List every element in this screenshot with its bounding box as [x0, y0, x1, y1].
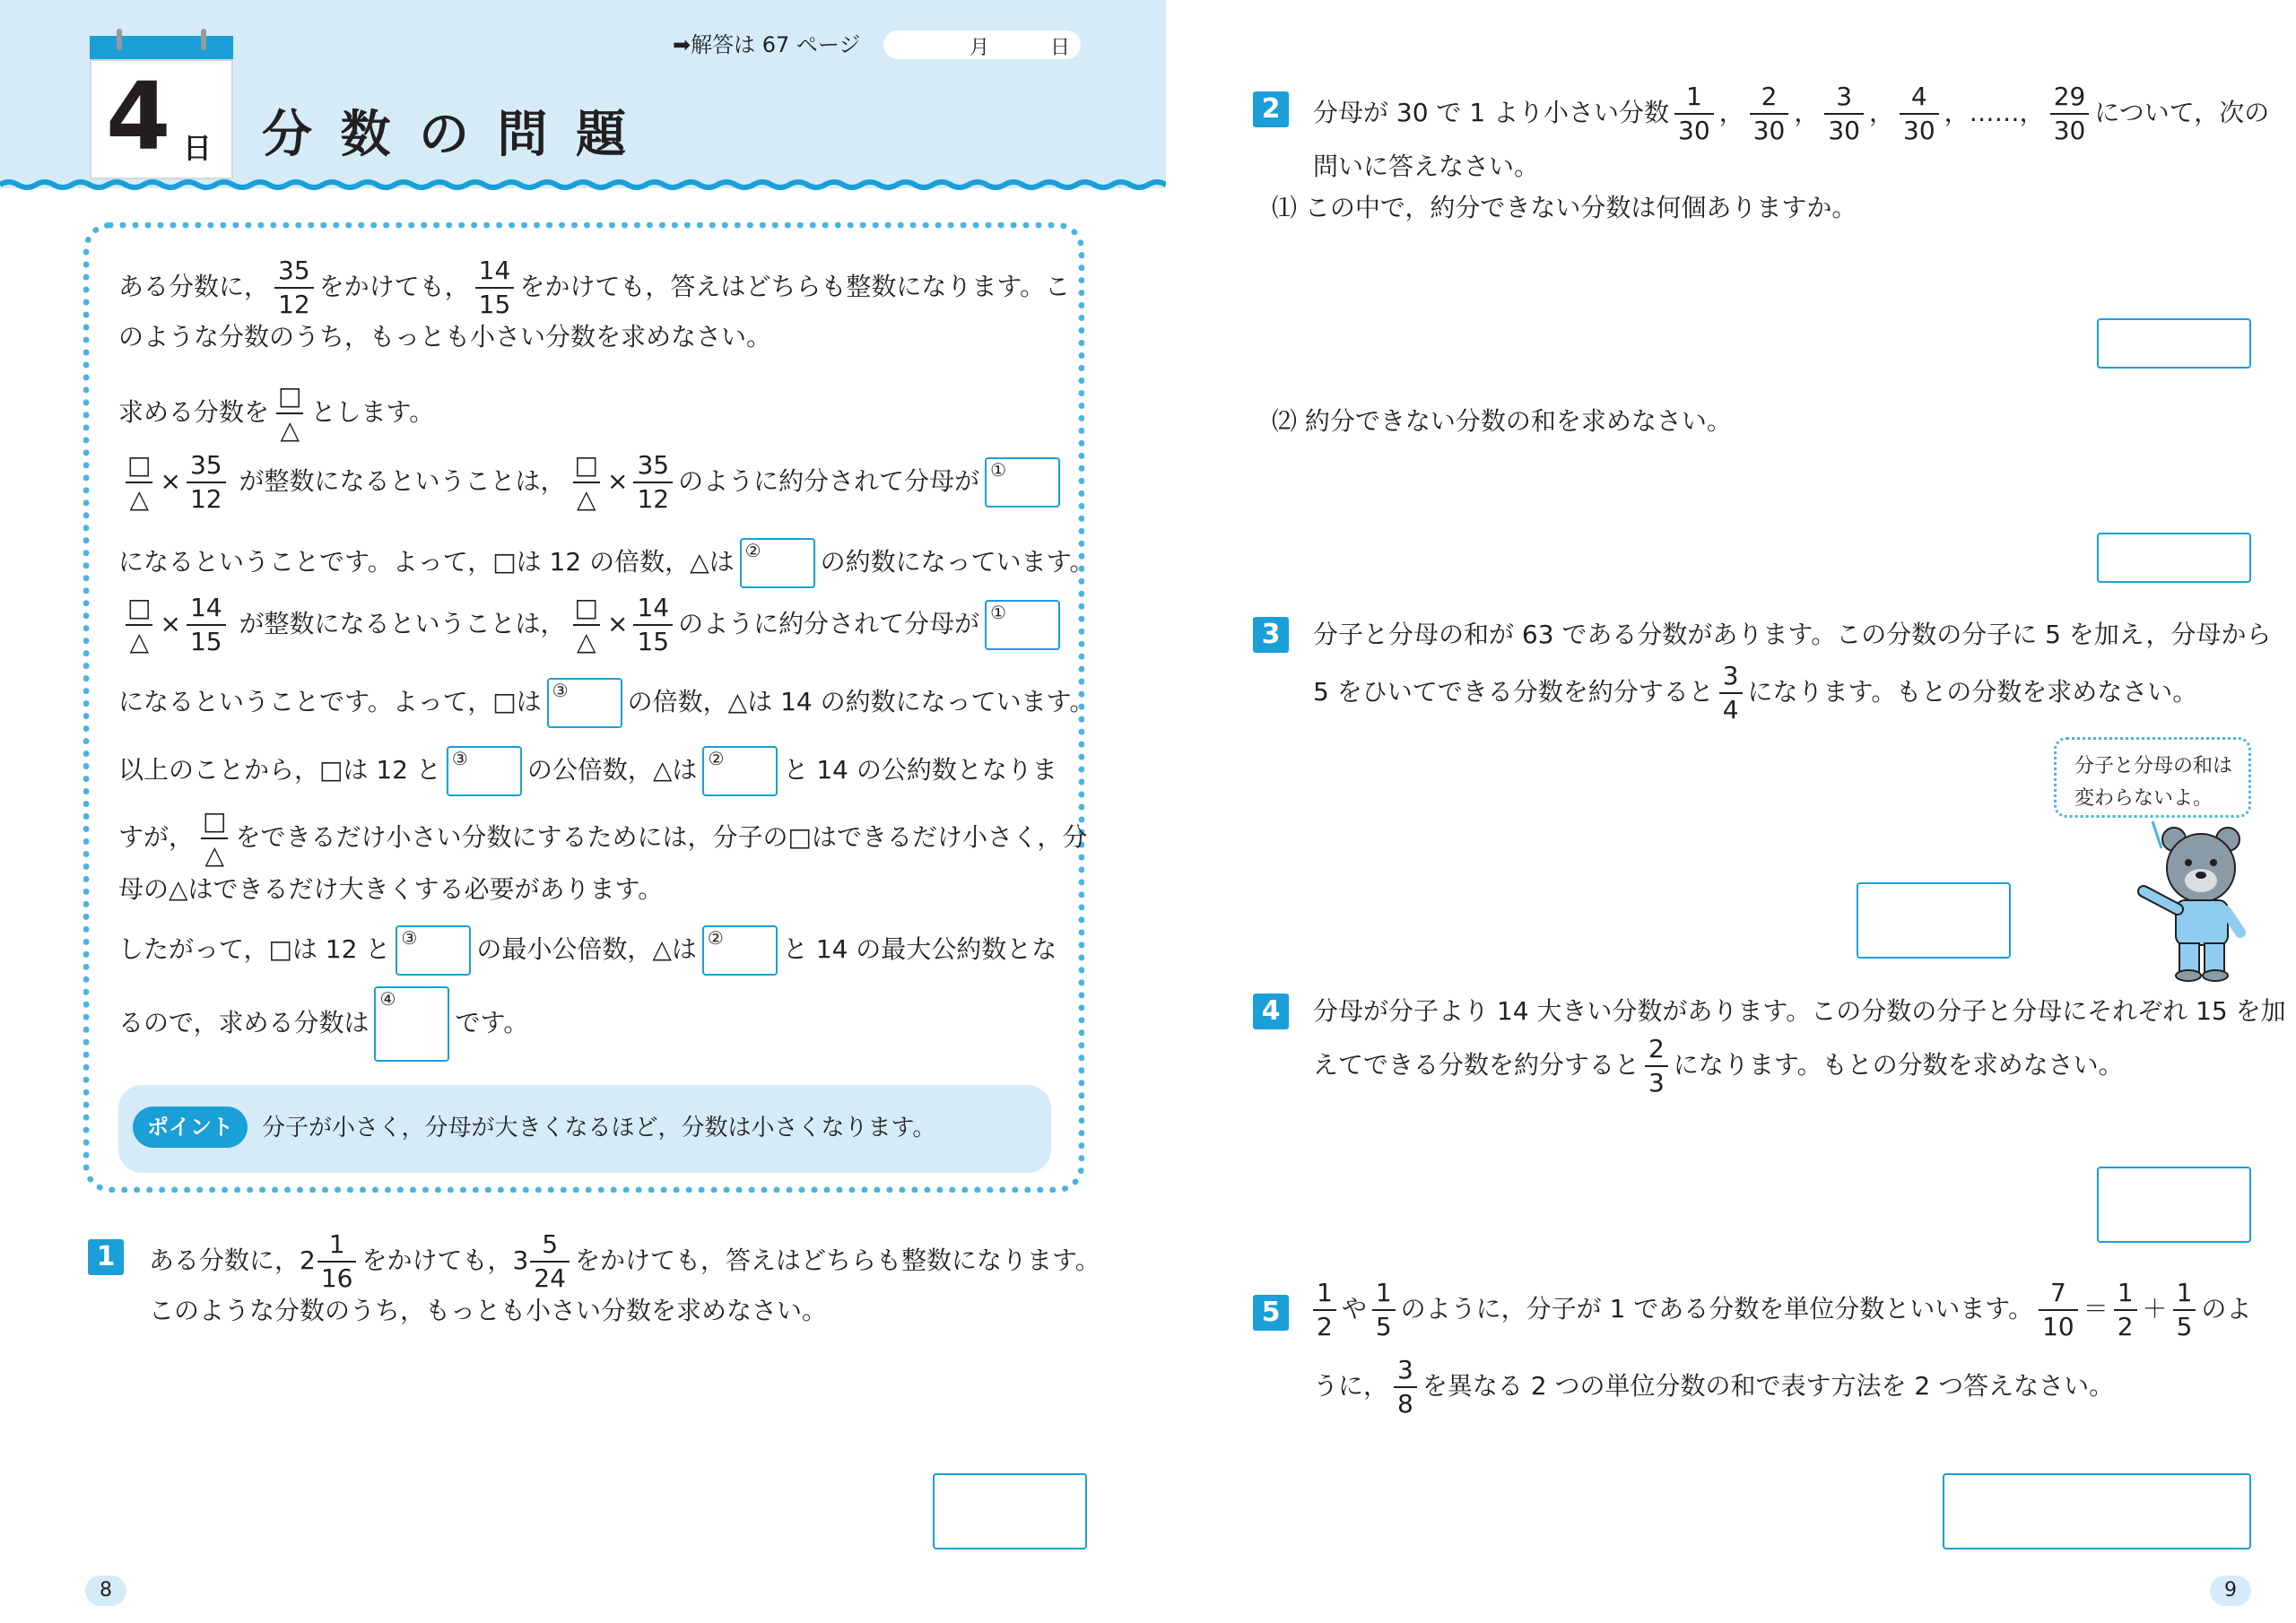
point-text: 分子が小さく，分母が大きくなるほど，分数は小さくなります。	[262, 1115, 936, 1141]
question-5-number: 5	[1253, 1295, 1289, 1331]
example-step-4: $\frac{□}{\triangle}$ × $\frac{14}{15}$ が整数になるということは， $\frac{□}{\triangle}$ × $\frac{14}{15}$ のように約分されて分母が ①	[118, 595, 1065, 655]
hint-bubble: 分子と分母の和は 変わらないよ。	[2054, 737, 2251, 818]
example-line-1: ある分数に， $\frac{35}{12}$ をかけても， $\frac{14}{15}$ をかけても，答えはどちらも整数になります。こ	[118, 256, 1071, 319]
example-step-1: 求める分数を $\frac{□}{\triangle}$ とします。	[118, 381, 435, 445]
question-1-number: 1	[88, 1239, 124, 1275]
question-2-line-1: 分母が 30 で 1 より小さい分数 $\frac{1}{30}$ ， $\frac{2}{30}$ ， $\frac{3}{30}$ ， $\frac{4}{30}$ ，……， $\frac{29}{30}$ について，次の	[1313, 82, 2270, 145]
day-suffix: 日	[183, 131, 213, 165]
month-label: 月	[970, 37, 990, 59]
date-field[interactable]	[883, 30, 1081, 59]
page-title: 分 数 の 問 題	[262, 106, 631, 164]
fraction-35-12: $\frac{35}{12}$	[274, 258, 314, 317]
calendar-icon	[90, 36, 233, 179]
page-number-left: 8	[85, 1575, 126, 1606]
question-2-sub-2: ⑵ 約分できない分数の和を求めなさい。	[1272, 406, 1732, 436]
question-4-answer-box[interactable]	[2097, 1167, 2251, 1243]
example-step-6: 以上のことから，□は 12 と ③ の公倍数，△は ② と 14 の公約数となりま	[118, 746, 1057, 796]
example-step-10: るので，求める分数は ④ です。	[118, 986, 528, 1062]
question-4-number: 4	[1253, 994, 1289, 1029]
question-4-line-2: えてできる分数を約分すると $\frac{2}{3}$ になります。もとの分数を求めなさい。	[1313, 1034, 2124, 1098]
example-step-3: になるということです。よって，□は 12 の倍数，△は ② の約数になっています。	[118, 538, 1094, 588]
question-3-answer-box[interactable]	[1857, 882, 2011, 959]
header-wavy-edge	[0, 179, 1166, 197]
question-1-line-1: ある分数に，2 $\frac{1}{16}$ をかけても，3 $\frac{5}{24}$ をかけても，答えはどちらも整数になります。	[149, 1229, 1100, 1293]
point-badge: ポイント	[133, 1107, 248, 1148]
question-1-answer-box[interactable]	[933, 1473, 1087, 1549]
question-3-line-1: 分子と分母の和が 63 である分数があります。この分数の分子に 5 を加え，分母から	[1313, 620, 2272, 649]
question-5-line-1: $\frac{1}{2}$ や $\frac{1}{5}$ のように，分子が 1 である分数を単位分数といいます。 $\frac{7}{10}$ ＝ $\frac{1}{2}$ ＋ $\frac{1}{5}$ のよ	[1313, 1280, 2251, 1340]
bear-mascot-icon	[2135, 812, 2260, 983]
question-1-line-2: このような分数のうち，もっとも小さい分数を求めなさい。	[149, 1296, 828, 1325]
example-step-2: $\frac{□}{\triangle}$ × $\frac{35}{12}$ が整数になるということは， $\frac{□}{\triangle}$ × $\frac{35}{12}$ のように約分されて分母が ①	[118, 453, 1065, 512]
example-step-8: 母の△はできるだけ大きくする必要があります。	[118, 874, 664, 904]
blank-2c[interactable]: ②	[702, 925, 778, 976]
example-step-5: になるということです。よって，□は ③ の倍数，△は 14 の約数になっています。	[118, 678, 1094, 728]
question-2-line-2: 問いに答えなさい。	[1313, 152, 1540, 181]
blank-4[interactable]: ④	[374, 986, 449, 1062]
blank-2a[interactable]: ②	[740, 538, 815, 588]
question-2-2-answer-box[interactable]	[2097, 533, 2251, 583]
page-number-right: 9	[2210, 1575, 2251, 1606]
example-step-7: すが， $\frac{□}{\triangle}$ をできるだけ小さい分数にするためには，分子の□はできるだけ小さく，分	[118, 806, 1088, 870]
example-step-9: したがって，□は 12 と ③ の最小公倍数，△は ② と 14 の最大公約数とな	[118, 925, 1057, 976]
example-line-2: のような分数のうち，もっとも小さい分数を求めなさい。	[118, 322, 772, 352]
answer-reference: ➡解答は 67 ページ	[673, 32, 861, 57]
blank-3c[interactable]: ③	[396, 925, 471, 976]
day-label: 日	[1050, 37, 1071, 59]
question-2-number: 2	[1253, 91, 1289, 127]
point-strip	[118, 1085, 1051, 1173]
day-number: 4	[106, 62, 171, 171]
blank-3a[interactable]: ③	[547, 678, 622, 728]
question-5-answer-box[interactable]	[1943, 1473, 2251, 1549]
blank-3b[interactable]: ③	[447, 746, 522, 796]
question-3-line-2: 5 をひいてできる分数を約分すると $\frac{3}{4}$ になります。もとの分数を求めなさい。	[1313, 661, 2198, 725]
question-5-line-2: うに， $\frac{3}{8}$ を異なる 2 つの単位分数の和で表す方法を 2 つ答えなさい。	[1313, 1355, 2115, 1419]
blank-1a[interactable]: ①	[985, 457, 1060, 508]
blank-1b[interactable]: ①	[985, 600, 1060, 650]
fraction-14-15: $\frac{14}{15}$	[475, 258, 515, 317]
fraction-sq-tri: $\frac{□}{\triangle}$	[278, 381, 302, 445]
blank-2b[interactable]: ②	[702, 746, 778, 796]
question-4-line-1: 分母が分子より 14 大きい分数があります。この分数の分子と分母にそれぞれ 15 を加	[1313, 996, 2286, 1026]
question-2-1-answer-box[interactable]	[2097, 318, 2251, 369]
question-3-number: 3	[1253, 617, 1289, 653]
question-2-sub-1: ⑴ この中で，約分できない分数は何個ありますか。	[1272, 193, 1857, 222]
